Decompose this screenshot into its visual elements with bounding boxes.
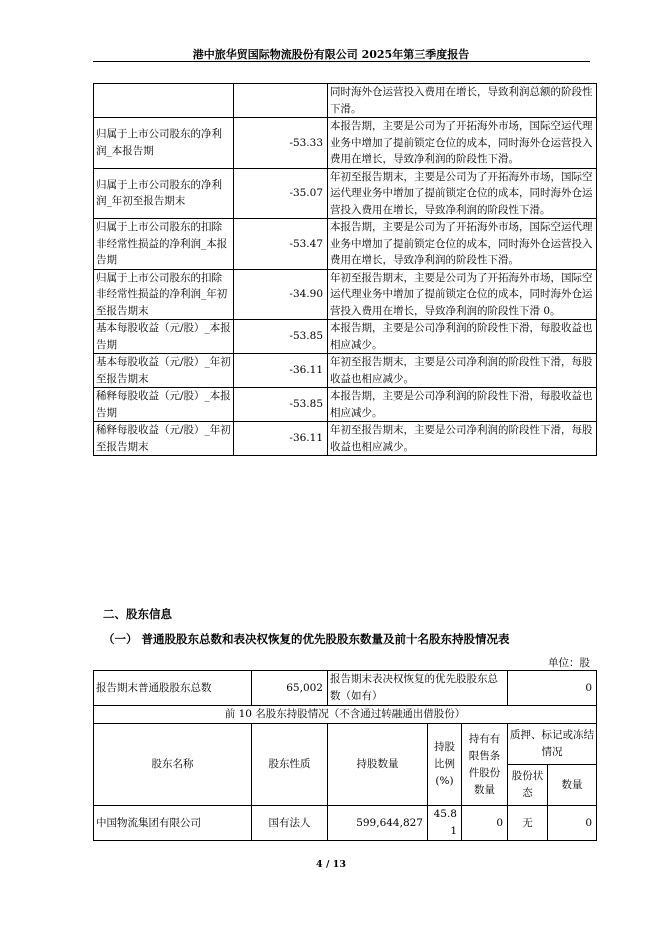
table-row: [94, 219, 597, 270]
table-row: [94, 269, 597, 320]
header-rule: [93, 61, 590, 62]
reason-cell: 本报告期，主要是公司净利润的阶段性下滑，每股收益也相应减少。: [328, 320, 597, 354]
value-cell: -53.85: [234, 320, 328, 354]
col-header-pledge: 质押、标记或冻结情况: [508, 724, 597, 765]
reason-cell: 本报告期，主要是公司为了开拓海外市场，国际空运代理业务中增加了提前锁定仓位的成本，同时海外仓运营投入费用在增长，导致净利润的阶段性下滑。: [328, 219, 597, 270]
value-cell: -36.11: [234, 354, 328, 388]
page-header: 港中旅华贸国际物流股份有限公司 2025年第三季度报告: [192, 48, 470, 61]
table-row: [94, 118, 597, 169]
shareholder-ratio: 45.81: [428, 806, 462, 841]
shareholders-table: [93, 670, 597, 841]
unit-label: 单位：股: [548, 657, 590, 669]
total-holders-value: 65,002: [252, 671, 328, 706]
value-cell: -36.11: [234, 422, 328, 456]
reason-cell: 本报告期，主要是公司净利润的阶段性下滑，每股收益也相应减少。: [328, 388, 597, 422]
value-cell: -53.47: [234, 219, 328, 270]
change-reasons-table: [93, 83, 597, 456]
item-cell: 稀释每股收益（元/股）_年初至报告期末: [94, 422, 234, 456]
pref-holders-label: 报告期末表决权恢复的优先股股东总数（如有）: [328, 671, 508, 706]
pref-holders-value: 0: [508, 671, 597, 706]
table-row: [94, 671, 597, 706]
table-row: [94, 388, 597, 422]
table-row: [94, 168, 597, 219]
col-header-qty: 持股数量: [328, 724, 428, 806]
reason-cell: 同时海外仓运营投入费用在增长，导致利润总额的阶段性下滑。: [328, 84, 597, 118]
col-header-restricted: 持有有限售条件股份数量: [462, 724, 508, 806]
section-title: 二、股东信息: [103, 607, 172, 621]
col-header-name: 股东名称: [94, 724, 252, 806]
value-cell: -53.33: [234, 118, 328, 169]
col-header-nature: 股东性质: [252, 724, 328, 806]
table-row: [94, 84, 597, 118]
shareholder-name: 中国物流集团有限公司: [94, 806, 252, 841]
table-header-row: [94, 724, 597, 765]
reason-cell: 年初至报告期末，主要是公司净利润的阶段性下滑，每股收益也相应减少。: [328, 354, 597, 388]
table-row: [94, 422, 597, 456]
top10-caption: 前 10 名股东持股情况（不含通过转融通出借股份）: [94, 706, 597, 724]
table-row: [94, 806, 597, 841]
reason-cell: 年初至报告期末，主要是公司净利润的阶段性下滑，每股收益也相应减少。: [328, 422, 597, 456]
item-cell: 稀释每股收益（元/股）_本报告期: [94, 388, 234, 422]
value-cell: [234, 84, 328, 118]
item-cell: 归属于上市公司股东的扣除非经常性损益的净利润_本报告期: [94, 219, 234, 270]
item-cell: 归属于上市公司股东的净利润_年初至报告期末: [94, 168, 234, 219]
table-row: [94, 320, 597, 354]
shareholder-count: 0: [548, 806, 597, 841]
table-row: [94, 706, 597, 724]
item-cell: 基本每股收益（元/股）_本报告期: [94, 320, 234, 354]
total-holders-label: 报告期末普通股股东总数: [94, 671, 252, 706]
col-header-ratio: 持股比例(%): [428, 724, 462, 806]
value-cell: -53.85: [234, 388, 328, 422]
shareholder-qty: 599,644,827: [328, 806, 428, 841]
item-cell: 基本每股收益（元/股）_年初至报告期末: [94, 354, 234, 388]
reason-cell: 本报告期，主要是公司为了开拓海外市场，国际空运代理业务中增加了提前锁定仓位的成本，同时海外仓运营投入费用在增长，导致净利润的阶段性下滑。: [328, 118, 597, 169]
item-cell: 归属于上市公司股东的净利润_本报告期: [94, 118, 234, 169]
col-header-count: 数量: [548, 765, 597, 806]
value-cell: -34.90: [234, 269, 328, 320]
reason-cell: 年初至报告期末，主要是公司为了开拓海外市场，国际空运代理业务中增加了提前锁定仓位的成本，同时海外仓运营投入费用在增长，导致净利润的阶段性下滑。: [328, 168, 597, 219]
shareholder-nature: 国有法人: [252, 806, 328, 841]
value-cell: -35.07: [234, 168, 328, 219]
item-cell: 归属于上市公司股东的扣除非经常性损益的净利润_年初至报告期末: [94, 269, 234, 320]
col-header-status: 股份状态: [508, 765, 548, 806]
item-cell: [94, 84, 234, 118]
shareholder-restricted: 0: [462, 806, 508, 841]
reason-cell: 年初至报告期末，主要是公司为了开拓海外市场，国际空运代理业务中增加了提前锁定仓位的成本，同时海外仓运营投入费用在增长，导致净利润的阶段性下滑 0。: [328, 269, 597, 320]
table-row: [94, 354, 597, 388]
shareholder-status: 无: [508, 806, 548, 841]
subsection-title: （一） 普通股股东总数和表决权恢复的优先股股东数量及前十名股东持股情况表: [103, 632, 510, 646]
page-number: 4 / 13: [316, 859, 346, 870]
